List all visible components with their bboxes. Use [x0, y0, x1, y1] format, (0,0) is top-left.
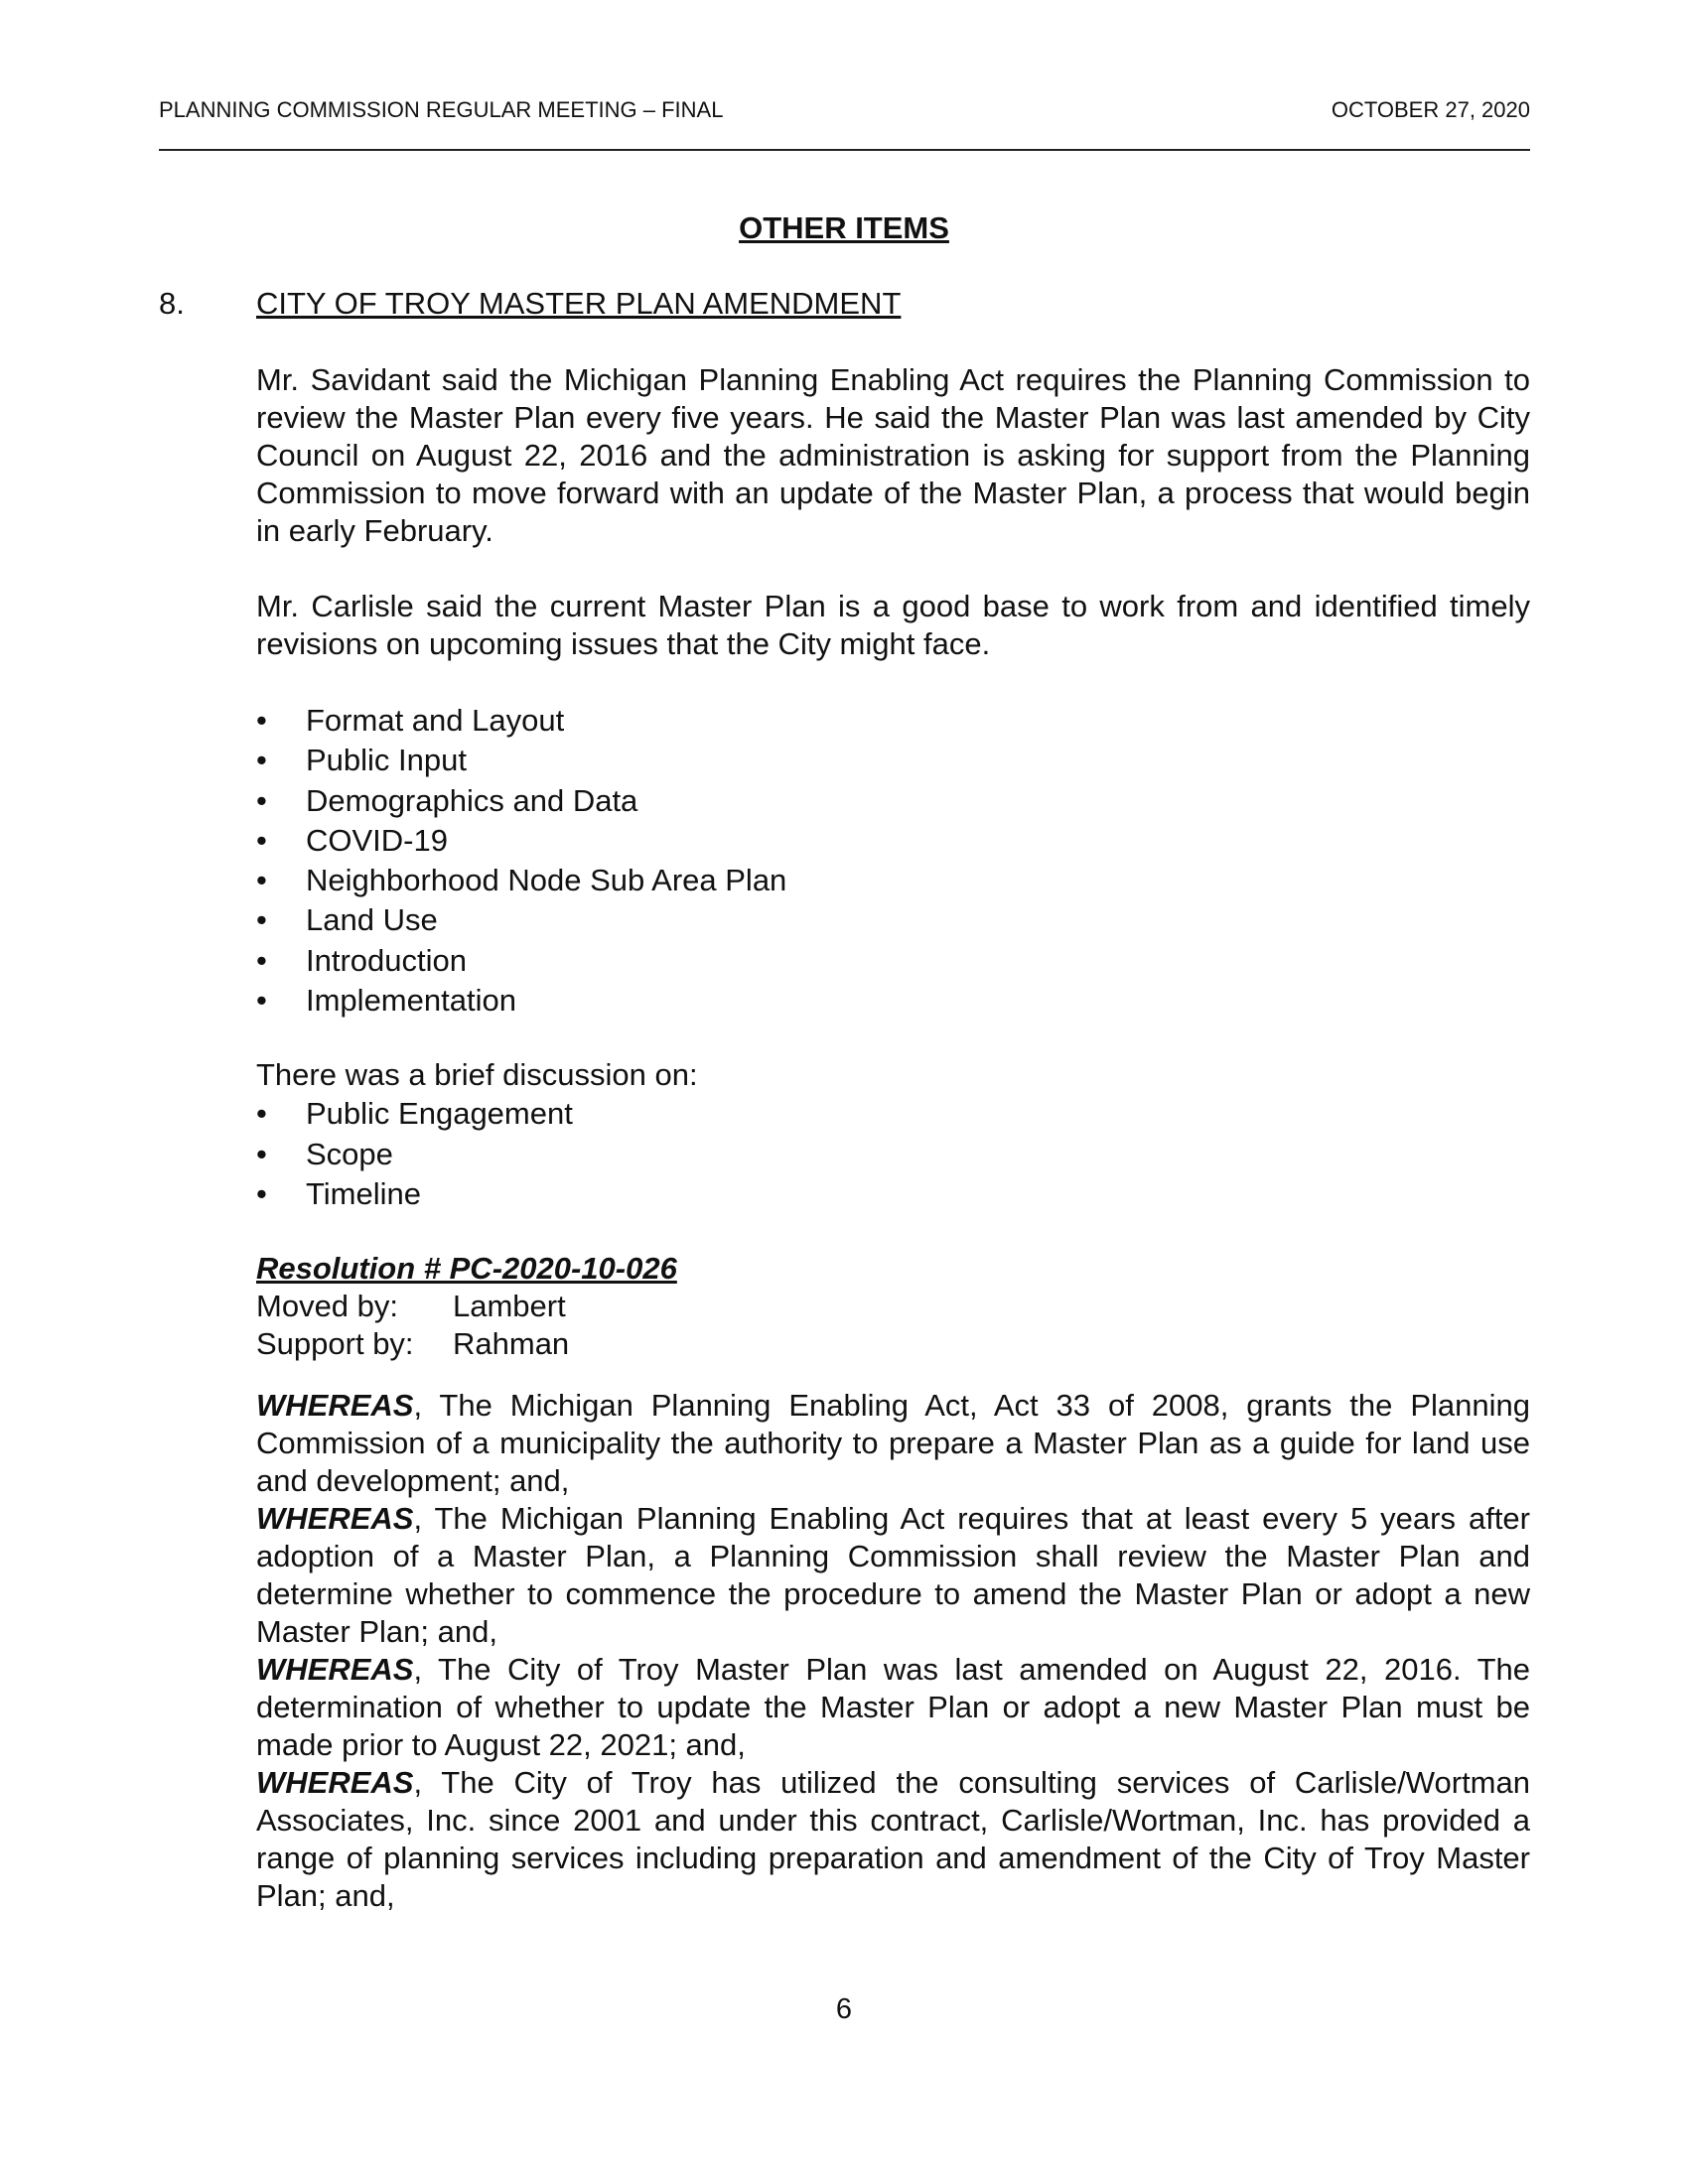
meeting-date: OCTOBER 27, 2020: [1331, 97, 1530, 122]
whereas-text: , The City of Troy Master Plan was last amended on August 22, 2016. The determination of whether to update the Master Plan or adopt a new Master Plan must be made prior to August 22, 2021; and,: [256, 1652, 1530, 1763]
paragraph-savidant: Mr. Savidant said the Michigan Planning Enabling Act requires the Planning Commission to review the Master Plan every five years. He said the Master Plan was last amended by City Council on August 22, 2016 and the administration is asking for support from the Planning Commission to move forward with an update of the Master Plan, a process that would begin in early February.: [256, 362, 1530, 548]
whereas-text: , The Michigan Planning Enabling Act, Act 33 of 2008, grants the Planning Commission of a municipality the authority to prepare a Master Plan as a guide for land use and development; and,: [256, 1388, 1530, 1499]
list-item: • Neighborhood Node Sub Area Plan: [256, 861, 1530, 900]
moved-by-row: [256, 1288, 1530, 1325]
support-by-label: Support by:: [256, 1326, 414, 1362]
moved-by-label: Moved by:: [256, 1289, 399, 1324]
resolution-block: [256, 1250, 1530, 1363]
whereas-clause: [256, 1387, 1530, 1500]
paragraph-carlisle: Mr. Carlisle said the current Master Plan is a good base to work from and identified timely revisions on upcoming issues that the City might face.: [256, 589, 1530, 661]
page-number: 6: [835, 1993, 853, 2025]
resolution-title: Resolution # PC-2020-10-026: [256, 1251, 677, 1287]
list-item: • Format and Layout: [256, 701, 1530, 741]
section-title: OTHER ITEMS: [739, 210, 949, 245]
support-by-row: [256, 1325, 1530, 1363]
list-item: • Introduction: [256, 941, 1530, 981]
meeting-title: PLANNING COMMISSION REGULAR MEETING – FINAL: [159, 97, 724, 122]
discussion-list: [256, 1094, 1530, 1214]
whereas-text: , The Michigan Planning Enabling Act requires that at least every 5 years after adoption of a Master Plan, a Planning Commission shall review the Master Plan and determine whether to commence the procedure to amend the Master Plan or adopt a new Master Plan; and,: [256, 1501, 1530, 1650]
list-item: • Land Use: [256, 900, 1530, 940]
whereas-clause: [256, 1651, 1530, 1764]
item-number: 8.: [159, 286, 185, 321]
list-item: • Public Input: [256, 741, 1530, 780]
list-item: • Demographics and Data: [256, 781, 1530, 821]
whereas-keyword: WHEREAS: [256, 1501, 414, 1537]
whereas-keyword: WHEREAS: [256, 1388, 414, 1424]
whereas-keyword: WHEREAS: [256, 1652, 414, 1688]
whereas-keyword: WHEREAS: [256, 1765, 414, 1801]
item-title: CITY OF TROY MASTER PLAN AMENDMENT: [256, 286, 902, 321]
support-by-value: Rahman: [453, 1326, 570, 1362]
discussion-lead: There was a brief discussion on:: [256, 1057, 698, 1093]
page-header: [159, 97, 1530, 151]
list-item: • COVID-19: [256, 821, 1530, 861]
list-item: • Implementation: [256, 981, 1530, 1021]
whereas-clause: [256, 1764, 1530, 1915]
moved-by-value: Lambert: [453, 1289, 566, 1324]
item-content: [256, 361, 1530, 1915]
revision-list: [256, 701, 1530, 1021]
list-item: • Public Engagement: [256, 1094, 1530, 1134]
whereas-clause: [256, 1500, 1530, 1651]
list-item: • Timeline: [256, 1174, 1530, 1214]
list-item: • Scope: [256, 1135, 1530, 1174]
whereas-text: , The City of Troy has utilized the consulting services of Carlisle/Wortman Associates, Inc. since 2001 and under this contract, Carlisle/Wortman, Inc. has provided a range of planning services including preparation and amendment of the City of Troy Master Plan; and,: [256, 1765, 1530, 1914]
